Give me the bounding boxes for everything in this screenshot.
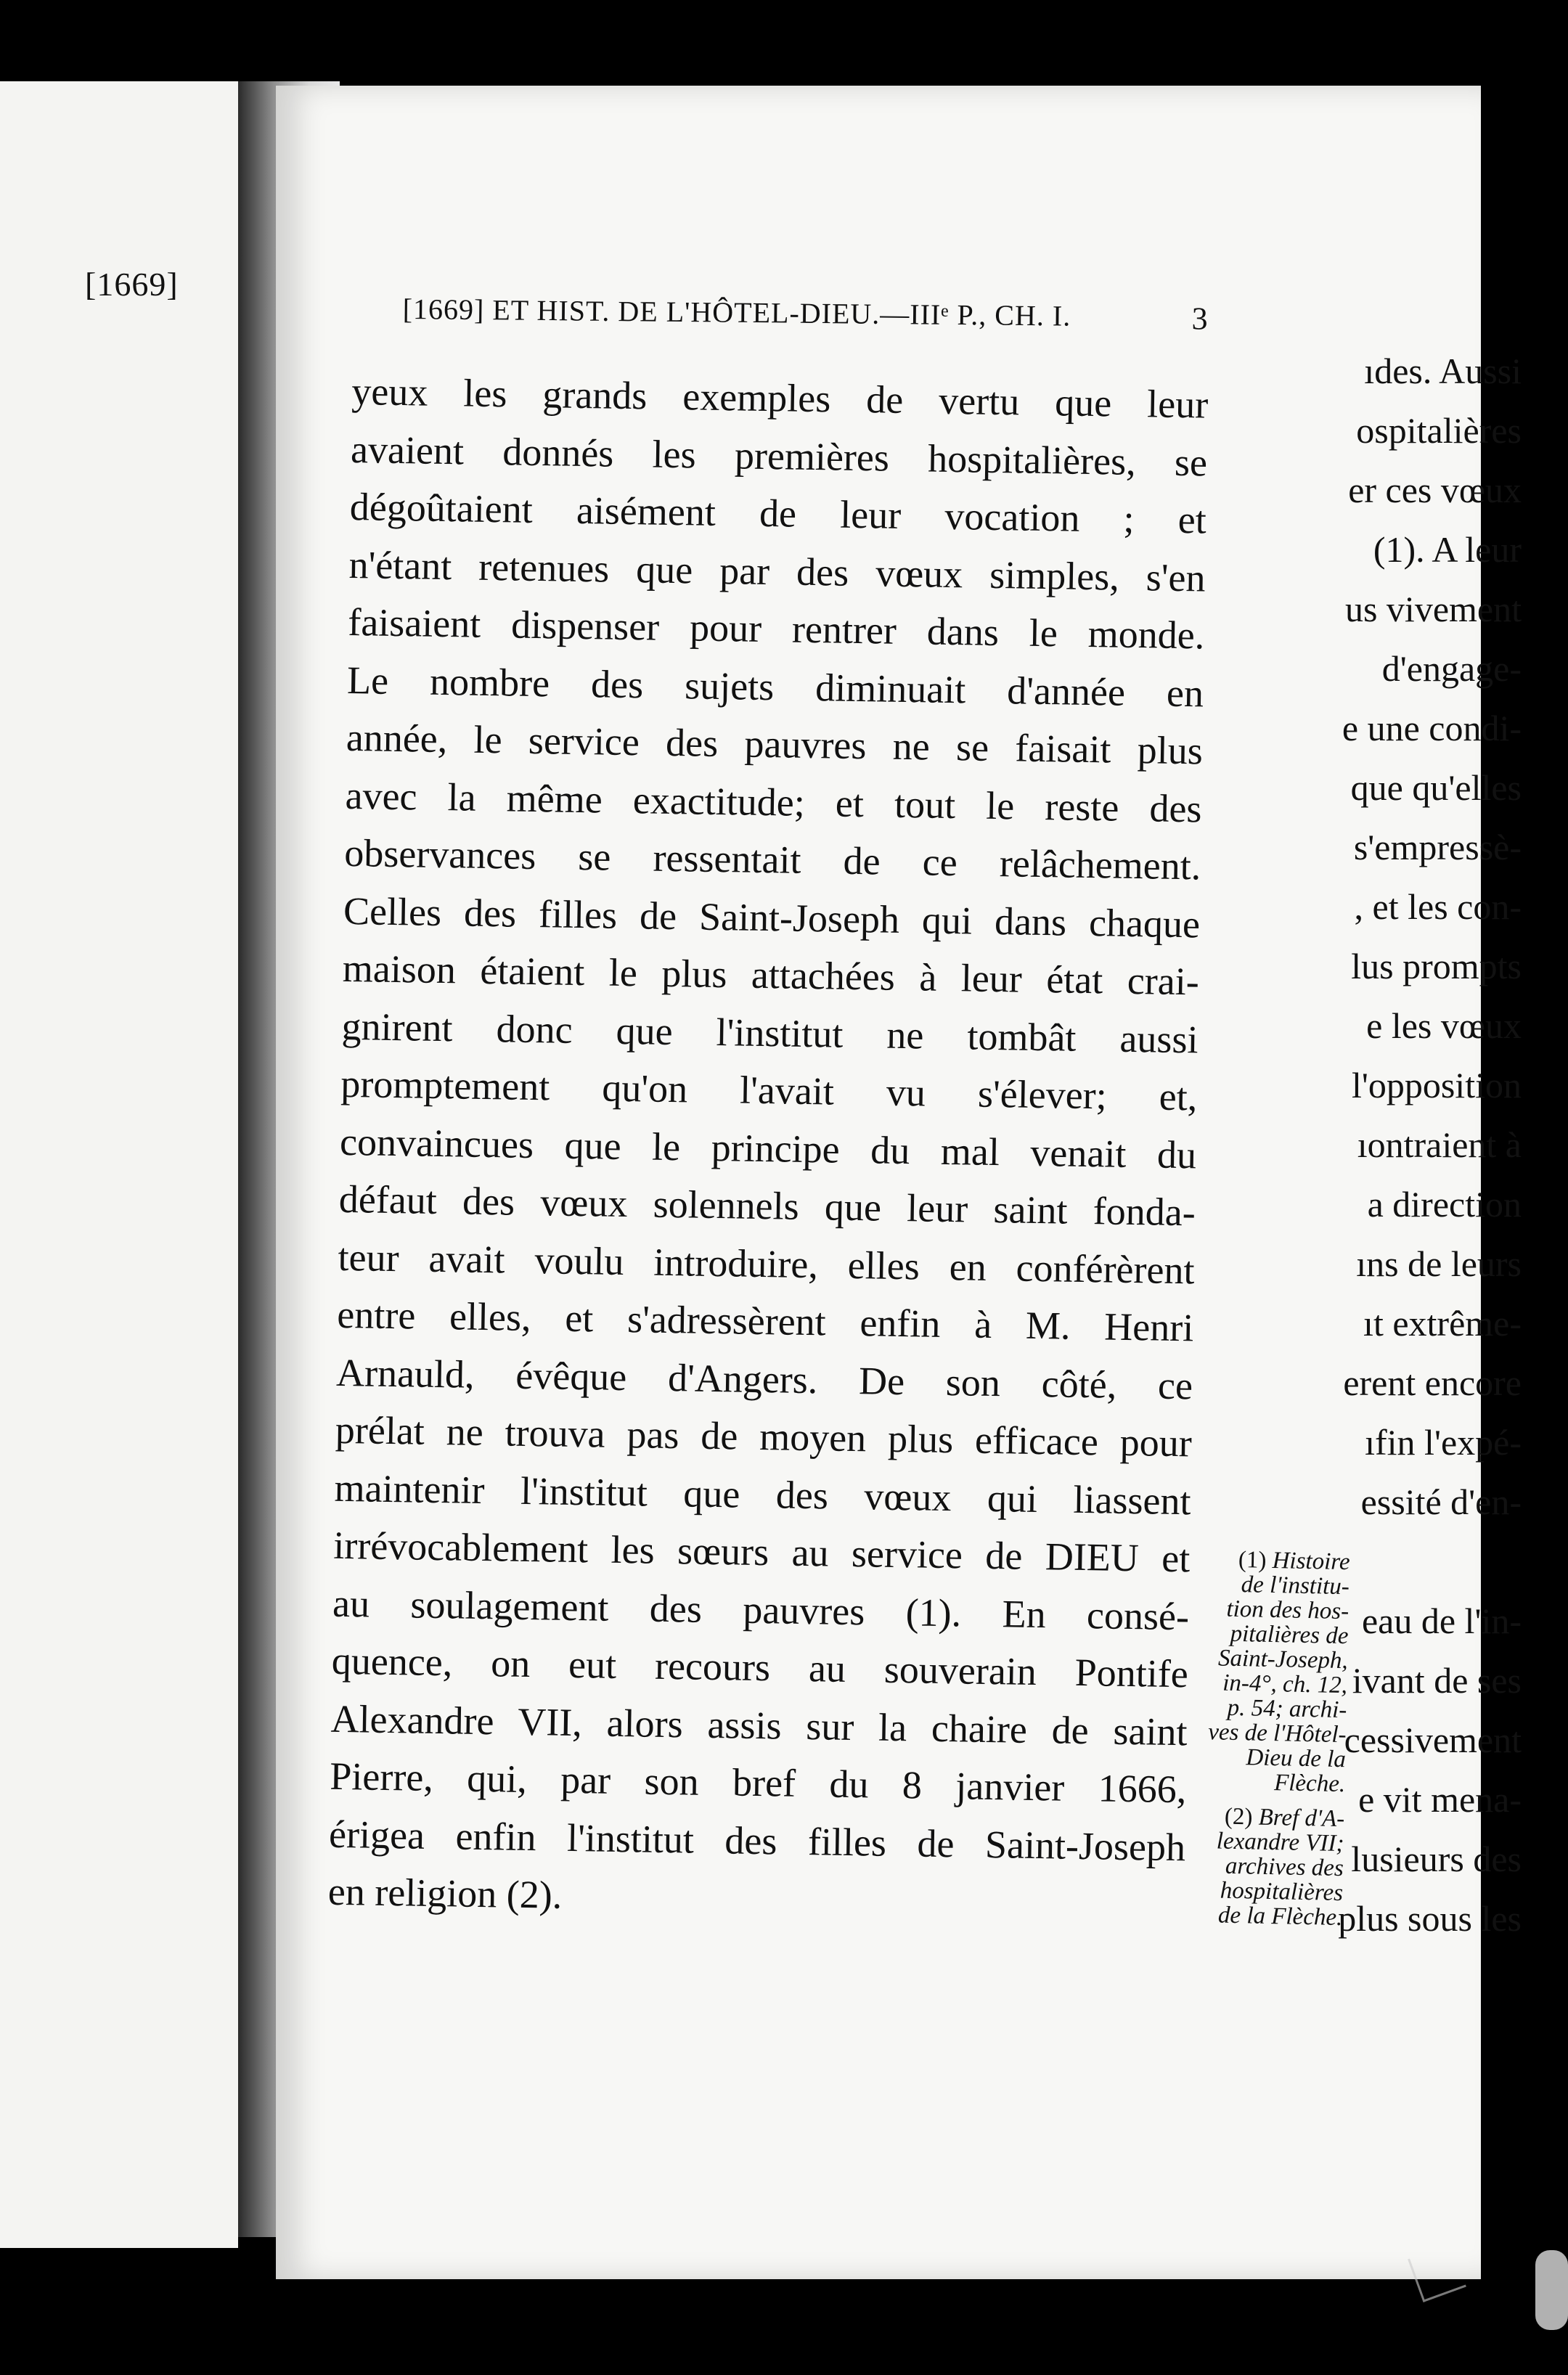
left-text-line: essité d'en- [1360, 1481, 1522, 1522]
note-line: de la Flèche. [1217, 1902, 1343, 1932]
note-line: de l'institu- [1241, 1571, 1350, 1601]
left-text-line: ivant de ses [1352, 1660, 1522, 1701]
left-text-line: e les vœux [1366, 1005, 1522, 1046]
note-line: tion des hos- [1226, 1595, 1349, 1625]
left-text-line: erent encore [1343, 1362, 1522, 1403]
text-line: n'étant retenues que par des vœux simples, s'en [348, 542, 1206, 600]
note-line: in-4°, ch. 12, [1222, 1669, 1348, 1699]
left-text-line: a direction [1367, 1184, 1522, 1225]
running-head-text: [1669] ET HIST. DE L'HÔTEL-DIEU.—IIIᵉ P., CH. I. [402, 292, 1071, 332]
text-line: maintenir l'institut que des vœux qui liassent [334, 1466, 1191, 1523]
text-line: Pierre, qui, par son bref du 8 janvier 1666, [329, 1754, 1187, 1812]
left-text-line: e vit mena- [1358, 1779, 1522, 1820]
text-line: observances se ressentait de ce relâchement. [343, 830, 1201, 888]
text-line: faisaient dispenser pour rentrer dans le monde. [347, 600, 1205, 658]
note-line: Histoire [1272, 1547, 1350, 1576]
text-line: Celles des filles de Saint-Joseph qui dans chaque [343, 888, 1201, 946]
note-line: Bref d'A- [1258, 1804, 1345, 1833]
text-line: gnirent donc que l'institut ne tombât aussi [341, 1004, 1199, 1061]
margin-notes [1161, 1546, 1350, 1940]
note-line: hospitalières [1220, 1877, 1344, 1907]
text-line: prélat ne trouva pas de moyen plus efficace pour [335, 1407, 1193, 1466]
left-text-line: ıns de leurs [1356, 1243, 1522, 1284]
left-text-line: cessivement [1344, 1720, 1522, 1760]
text-line: défaut des vœux solennels que leur saint fonda- [338, 1177, 1196, 1235]
margin-note [1161, 1803, 1345, 1930]
left-text-line: plus sous les [1338, 1898, 1522, 1939]
text-line: promptement qu'on l'avait vu s'élever; et, [340, 1061, 1198, 1119]
text-line: quence, on eut recours au souverain Pontife [331, 1638, 1189, 1696]
note-number: (1) [1238, 1547, 1267, 1574]
text-line: irrévocablement les sœurs au service de DIEU et [332, 1523, 1191, 1581]
note-line: Flèche. [1273, 1770, 1346, 1798]
left-text-line: s'empressè- [1353, 827, 1522, 867]
text-line: année, le service des pauvres ne se faisait plus [346, 715, 1204, 773]
text-line: entre elles, et s'adressèrent enfin à M. Henri [336, 1292, 1194, 1350]
text-line: avec la même exactitude; et tout le reste des [345, 773, 1202, 830]
left-text-line: er ces vœux [1348, 470, 1522, 510]
left-text-line: eau de l'in- [1361, 1601, 1522, 1641]
left-page [0, 81, 238, 2248]
text-line: Arnauld, évêque d'Angers. De son côté, ce [335, 1350, 1193, 1407]
left-text-line: d'engage- [1381, 648, 1522, 689]
note-number: (2) [1224, 1803, 1253, 1831]
page-number: 3 [1191, 301, 1209, 337]
text-line: maison étaient le plus attachées à leur état crai- [342, 946, 1200, 1004]
text-line: dégoûtaient aisément de leur vocation ; et [349, 484, 1207, 542]
left-text-line: us vivement [1344, 589, 1522, 629]
note-line: Dieu de la [1246, 1744, 1347, 1773]
note-line: ves de l'Hôtel- [1207, 1719, 1347, 1749]
text-line: en religion (2). [327, 1869, 563, 1917]
left-text-line: (1). A leur [1373, 529, 1522, 570]
text-line: yeux les grands exemples de vertu que leur [351, 369, 1209, 427]
left-text-line: lus prompts [1351, 946, 1522, 986]
left-text-line: ıontraient à [1357, 1124, 1522, 1165]
left-text-line: ıfin l'expé- [1365, 1422, 1522, 1463]
note-line: lexandre VII; [1216, 1828, 1344, 1857]
text-line: teur avait voulu introduire, elles en conférèrent [338, 1235, 1195, 1292]
note-line: archives des [1225, 1852, 1344, 1882]
text-line: Alexandre VII, alors assis sur la chaire de saint [330, 1696, 1188, 1754]
left-text-line: que qu'elles [1350, 767, 1522, 808]
left-page-header: [1669] [85, 266, 179, 303]
edge-mark [1535, 2250, 1568, 2330]
text-line: Le nombre des sujets diminuait d'année en [346, 658, 1204, 715]
text-line: convaincues que le principe du mal venait du [339, 1119, 1197, 1177]
left-text-line: ıdes. Aussi [1364, 351, 1522, 391]
left-text-line: l'opposition [1351, 1065, 1522, 1105]
note-line: p. 54; archi- [1227, 1694, 1347, 1724]
text-line: avaient donnés les premières hospitalières, se [350, 427, 1208, 485]
left-text-line: e une condi- [1342, 708, 1522, 748]
margin-note [1164, 1546, 1350, 1796]
text-line: au soulagement des pauvres (1). En consé- [332, 1581, 1190, 1638]
note-line: pitalières de [1230, 1620, 1349, 1650]
left-text-line: ospitalières [1356, 410, 1522, 451]
note-line: Saint-Joseph, [1217, 1645, 1349, 1675]
main-text [327, 363, 1209, 1934]
left-text-line: lusieurs des [1351, 1839, 1522, 1879]
left-text-line: ıt extrême- [1363, 1303, 1522, 1344]
text-line: érigea enfin l'institut des filles de Saint-Joseph [328, 1812, 1186, 1869]
left-text-line: , et les con- [1354, 886, 1522, 927]
